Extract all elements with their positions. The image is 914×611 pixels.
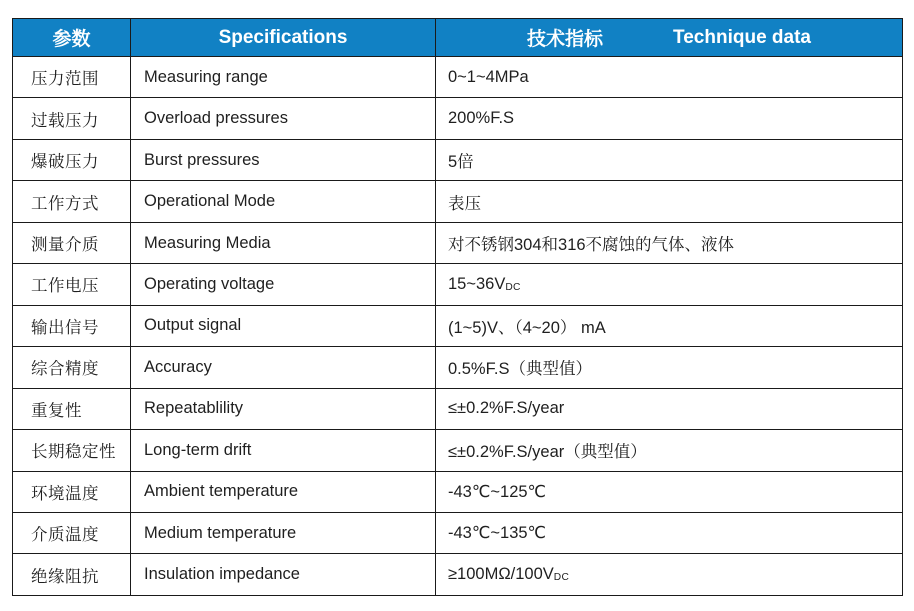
table-row <box>13 512 903 553</box>
spec-table-container <box>12 18 903 596</box>
spec-cell: Medium temperature <box>131 512 436 553</box>
spec-cell: Operating voltage <box>131 264 436 305</box>
param-cell: 压力范围 <box>13 57 131 98</box>
value-cell: -43℃~125℃ <box>436 471 903 512</box>
param-cell: 环境温度 <box>13 471 131 512</box>
spec-cell: Measuring Media <box>131 222 436 263</box>
table-row <box>13 98 903 139</box>
header-technique-cn-label: 技术指标 <box>527 29 604 50</box>
table-row <box>13 264 903 305</box>
table-row <box>13 471 903 512</box>
param-cell: 爆破压力 <box>13 139 131 180</box>
value-cell <box>436 554 903 596</box>
table-row <box>13 305 903 346</box>
param-cell: 介质温度 <box>13 512 131 553</box>
header-param-label: 参数 <box>52 29 91 50</box>
table-row <box>13 347 903 388</box>
header-specifications <box>131 19 436 57</box>
table-row <box>13 181 903 222</box>
value-cell: ≤±0.2%F.S/year <box>436 388 903 429</box>
table-row <box>13 430 903 471</box>
value-cell <box>436 264 903 305</box>
value-text: ≥100MΩ/100V <box>448 565 554 584</box>
value-cell: 表压 <box>436 181 903 222</box>
spec-cell: Measuring range <box>131 57 436 98</box>
header-technique-en-label: Technique data <box>673 26 811 48</box>
value-cell: 对不锈钢304和316不腐蚀的气体、液体 <box>436 222 903 263</box>
table-row <box>13 139 903 180</box>
table-row <box>13 388 903 429</box>
spec-cell: Accuracy <box>131 347 436 388</box>
param-cell: 工作电压 <box>13 264 131 305</box>
param-cell: 测量介质 <box>13 222 131 263</box>
value-cell: ≤±0.2%F.S/year（典型值） <box>436 430 903 471</box>
value-cell: (1~5)V、（4~20） mA <box>436 305 903 346</box>
spec-cell: Operational Mode <box>131 181 436 222</box>
table-row <box>13 57 903 98</box>
value-text: 15~36V <box>448 274 506 293</box>
header-technique-data <box>436 19 903 57</box>
spec-cell: Long-term drift <box>131 430 436 471</box>
table-row <box>13 222 903 263</box>
table-row <box>13 554 903 596</box>
spec-cell: Ambient temperature <box>131 471 436 512</box>
value-subscript: DC <box>505 281 521 293</box>
param-cell: 绝缘阻抗 <box>13 554 131 596</box>
header-param <box>13 19 131 57</box>
header-row <box>13 19 903 57</box>
header-technique-inner <box>436 24 902 51</box>
header-specifications-label: Specifications <box>218 26 348 48</box>
param-cell: 过载压力 <box>13 98 131 139</box>
value-cell: 0.5%F.S（典型值） <box>436 347 903 388</box>
value-cell: 0~1~4MPa <box>436 57 903 98</box>
value-cell: 5倍 <box>436 139 903 180</box>
param-cell: 重复性 <box>13 388 131 429</box>
spec-cell: Burst pressures <box>131 139 436 180</box>
param-cell: 综合精度 <box>13 347 131 388</box>
spec-cell: Repeatablility <box>131 388 436 429</box>
value-cell: -43℃~135℃ <box>436 512 903 553</box>
specification-table <box>12 18 903 596</box>
param-cell: 工作方式 <box>13 181 131 222</box>
spec-cell: Insulation impedance <box>131 554 436 596</box>
value-subscript: DC <box>553 572 570 584</box>
param-cell: 输出信号 <box>13 305 131 346</box>
spec-cell: Overload pressures <box>131 98 436 139</box>
value-cell: 200%F.S <box>436 98 903 139</box>
spec-cell: Output signal <box>131 305 436 346</box>
param-cell: 长期稳定性 <box>13 430 131 471</box>
